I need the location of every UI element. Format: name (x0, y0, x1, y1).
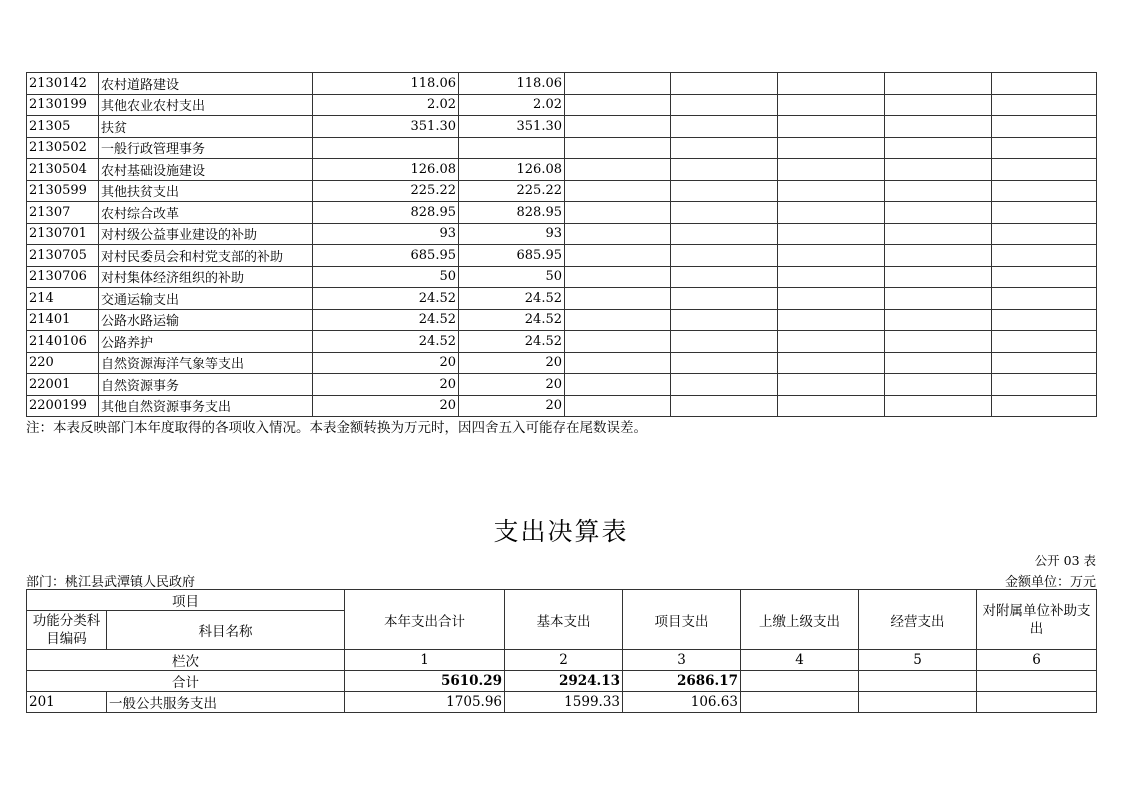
row-total: 118.06 (313, 73, 459, 95)
row-code: 22001 (27, 374, 99, 396)
row-name: 扶贫 (99, 116, 313, 138)
sum-total: 5610.29 (345, 671, 505, 692)
row-code: 220 (27, 352, 99, 374)
row-amount: 351.30 (459, 116, 565, 138)
col-6: 6 (977, 650, 1097, 671)
row-total: 24.52 (313, 331, 459, 353)
row-empty (885, 266, 992, 288)
table-row (27, 202, 1097, 224)
row-code: 2130199 (27, 94, 99, 116)
row-name: 自然资源事务 (99, 374, 313, 396)
row-subsidy (977, 692, 1097, 713)
row-empty (992, 374, 1097, 396)
row-amount: 2.02 (459, 94, 565, 116)
row-amount: 828.95 (459, 202, 565, 224)
row-empty (565, 94, 671, 116)
expense-table (26, 589, 1097, 713)
row-name: 农村基础设施建设 (99, 159, 313, 181)
row-amount: 24.52 (459, 288, 565, 310)
row-empty (671, 352, 778, 374)
row-empty (565, 202, 671, 224)
row-code: 214 (27, 288, 99, 310)
page-title: 支出决算表 (493, 517, 629, 546)
table-row (27, 266, 1097, 288)
col-3: 3 (623, 650, 741, 671)
row-empty (671, 266, 778, 288)
row-empty (992, 266, 1097, 288)
row-code: 2130705 (27, 245, 99, 267)
table-row (27, 223, 1097, 245)
row-empty (565, 116, 671, 138)
row-total: 50 (313, 266, 459, 288)
row-name: 一般行政管理事务 (99, 137, 313, 159)
row-empty (565, 223, 671, 245)
row-code: 201 (27, 692, 107, 713)
table-row (27, 288, 1097, 310)
row-amount: 24.52 (459, 331, 565, 353)
row-empty (992, 223, 1097, 245)
row-code: 2130599 (27, 180, 99, 202)
row-empty (885, 374, 992, 396)
header-project: 项目支出 (623, 590, 741, 650)
row-empty (778, 288, 885, 310)
row-code: 2130706 (27, 266, 99, 288)
row-empty (671, 94, 778, 116)
table-row (27, 352, 1097, 374)
row-amount: 50 (459, 266, 565, 288)
form-number: 公开 03 表 (1034, 553, 1096, 568)
table-row (27, 309, 1097, 331)
row-empty (885, 202, 992, 224)
row-empty (778, 309, 885, 331)
header-business: 经营支出 (859, 590, 977, 650)
sum-business (859, 671, 977, 692)
row-upper (741, 692, 859, 713)
table-row (27, 116, 1097, 138)
row-empty (992, 73, 1097, 95)
row-empty (671, 374, 778, 396)
row-empty (885, 94, 992, 116)
row-total: 685.95 (313, 245, 459, 267)
row-empty (885, 331, 992, 353)
row-amount: 20 (459, 352, 565, 374)
row-total: 93 (313, 223, 459, 245)
table-row (27, 374, 1097, 396)
row-empty (671, 180, 778, 202)
row-total: 24.52 (313, 288, 459, 310)
table-row (27, 73, 1097, 95)
row-empty (992, 94, 1097, 116)
table-note: 注：本表反映部门本年度取得的各项收入情况。本表金额转换为万元时，因四舍五入可能存在尾数误差。 (26, 420, 647, 436)
row-amount (459, 137, 565, 159)
row-empty (565, 288, 671, 310)
row-empty (565, 137, 671, 159)
table-row (27, 137, 1097, 159)
table-row (27, 159, 1097, 181)
header-name: 科目名称 (107, 611, 345, 650)
row-empty (778, 73, 885, 95)
row-amount: 118.06 (459, 73, 565, 95)
row-name: 公路养护 (99, 331, 313, 353)
row-empty (565, 309, 671, 331)
row-empty (671, 309, 778, 331)
row-empty (565, 180, 671, 202)
row-empty (778, 180, 885, 202)
row-empty (671, 116, 778, 138)
row-total: 2.02 (313, 94, 459, 116)
row-empty (885, 73, 992, 95)
col-5: 5 (859, 650, 977, 671)
row-amount: 20 (459, 374, 565, 396)
row-empty (778, 374, 885, 396)
row-code: 2130701 (27, 223, 99, 245)
row-name: 一般公共服务支出 (107, 692, 345, 713)
row-empty (778, 331, 885, 353)
row-name: 公路水路运输 (99, 309, 313, 331)
row-code: 21305 (27, 116, 99, 138)
row-amount: 225.22 (459, 180, 565, 202)
amount-unit-label: 金额单位：万元 (1004, 575, 1096, 590)
row-empty (565, 266, 671, 288)
row-amount: 24.52 (459, 309, 565, 331)
row-empty (992, 116, 1097, 138)
row-empty (671, 288, 778, 310)
header-subsidy: 对附属单位补助支出 (977, 590, 1097, 650)
col-4: 4 (741, 650, 859, 671)
row-empty (671, 223, 778, 245)
header-item: 项目 (27, 590, 345, 611)
row-empty (992, 395, 1097, 417)
row-empty (778, 245, 885, 267)
row-empty (671, 73, 778, 95)
row-empty (778, 266, 885, 288)
row-empty (885, 245, 992, 267)
row-empty (778, 159, 885, 181)
row-code: 2130504 (27, 159, 99, 181)
row-empty (992, 288, 1097, 310)
row-total: 828.95 (313, 202, 459, 224)
row-project: 106.63 (623, 692, 741, 713)
sum-basic: 2924.13 (505, 671, 623, 692)
row-empty (992, 309, 1097, 331)
sum-subsidy (977, 671, 1097, 692)
row-name: 对村集体经济组织的补助 (99, 266, 313, 288)
row-total: 20 (313, 374, 459, 396)
row-amount: 20 (459, 395, 565, 417)
row-empty (778, 137, 885, 159)
row-empty (671, 395, 778, 417)
row-empty (992, 202, 1097, 224)
col-2: 2 (505, 650, 623, 671)
table-row (27, 94, 1097, 116)
header-code: 功能分类科目编码 (27, 611, 107, 650)
row-empty (778, 202, 885, 224)
row-empty (778, 352, 885, 374)
row-code: 2130142 (27, 73, 99, 95)
row-amount: 685.95 (459, 245, 565, 267)
col-row-label: 栏次 (27, 650, 345, 671)
row-empty (992, 331, 1097, 353)
row-code: 21307 (27, 202, 99, 224)
row-empty (565, 159, 671, 181)
row-name: 其他自然资源事务支出 (99, 395, 313, 417)
row-empty (885, 288, 992, 310)
row-empty (671, 331, 778, 353)
row-code: 2200199 (27, 395, 99, 417)
row-empty (565, 395, 671, 417)
row-name: 自然资源海洋气象等支出 (99, 352, 313, 374)
row-total: 20 (313, 352, 459, 374)
row-empty (565, 245, 671, 267)
row-code: 2130502 (27, 137, 99, 159)
row-empty (885, 223, 992, 245)
department-label: 部门：桃江县武潭镇人民政府 (26, 575, 196, 590)
row-empty (992, 245, 1097, 267)
sum-project: 2686.17 (623, 671, 741, 692)
sum-upper (741, 671, 859, 692)
table-row (27, 395, 1097, 417)
header-total: 本年支出合计 (345, 590, 505, 650)
row-name: 对村民委员会和村党支部的补助 (99, 245, 313, 267)
row-empty (992, 137, 1097, 159)
row-total (313, 137, 459, 159)
col-1: 1 (345, 650, 505, 671)
row-empty (671, 202, 778, 224)
row-empty (992, 352, 1097, 374)
row-empty (885, 159, 992, 181)
row-empty (671, 159, 778, 181)
row-empty (565, 331, 671, 353)
row-total: 126.08 (313, 159, 459, 181)
row-code: 2140106 (27, 331, 99, 353)
row-amount: 93 (459, 223, 565, 245)
row-empty (565, 73, 671, 95)
row-code: 21401 (27, 309, 99, 331)
row-name: 农村综合改革 (99, 202, 313, 224)
row-empty (778, 116, 885, 138)
row-name: 其他扶贫支出 (99, 180, 313, 202)
row-empty (671, 245, 778, 267)
row-name: 对村级公益事业建设的补助 (99, 223, 313, 245)
table-row (27, 245, 1097, 267)
row-amount: 126.08 (459, 159, 565, 181)
row-name: 交通运输支出 (99, 288, 313, 310)
row-empty (778, 395, 885, 417)
row-business (859, 692, 977, 713)
income-table (26, 72, 1097, 417)
row-empty (671, 137, 778, 159)
row-total: 20 (313, 395, 459, 417)
row-empty (885, 352, 992, 374)
table-row (27, 180, 1097, 202)
row-empty (885, 116, 992, 138)
row-total: 24.52 (313, 309, 459, 331)
row-total: 351.30 (313, 116, 459, 138)
row-total: 225.22 (313, 180, 459, 202)
row-empty (992, 159, 1097, 181)
row-basic: 1599.33 (505, 692, 623, 713)
row-empty (885, 137, 992, 159)
row-empty (885, 180, 992, 202)
row-name: 农村道路建设 (99, 73, 313, 95)
row-empty (885, 309, 992, 331)
header-upper: 上缴上级支出 (741, 590, 859, 650)
row-empty (565, 352, 671, 374)
row-empty (885, 395, 992, 417)
sum-label: 合计 (27, 671, 345, 692)
row-empty (992, 180, 1097, 202)
row-name: 其他农业农村支出 (99, 94, 313, 116)
row-empty (778, 94, 885, 116)
header-basic: 基本支出 (505, 590, 623, 650)
row-total: 1705.96 (345, 692, 505, 713)
row-empty (778, 223, 885, 245)
row-empty (565, 374, 671, 396)
table-row (27, 331, 1097, 353)
